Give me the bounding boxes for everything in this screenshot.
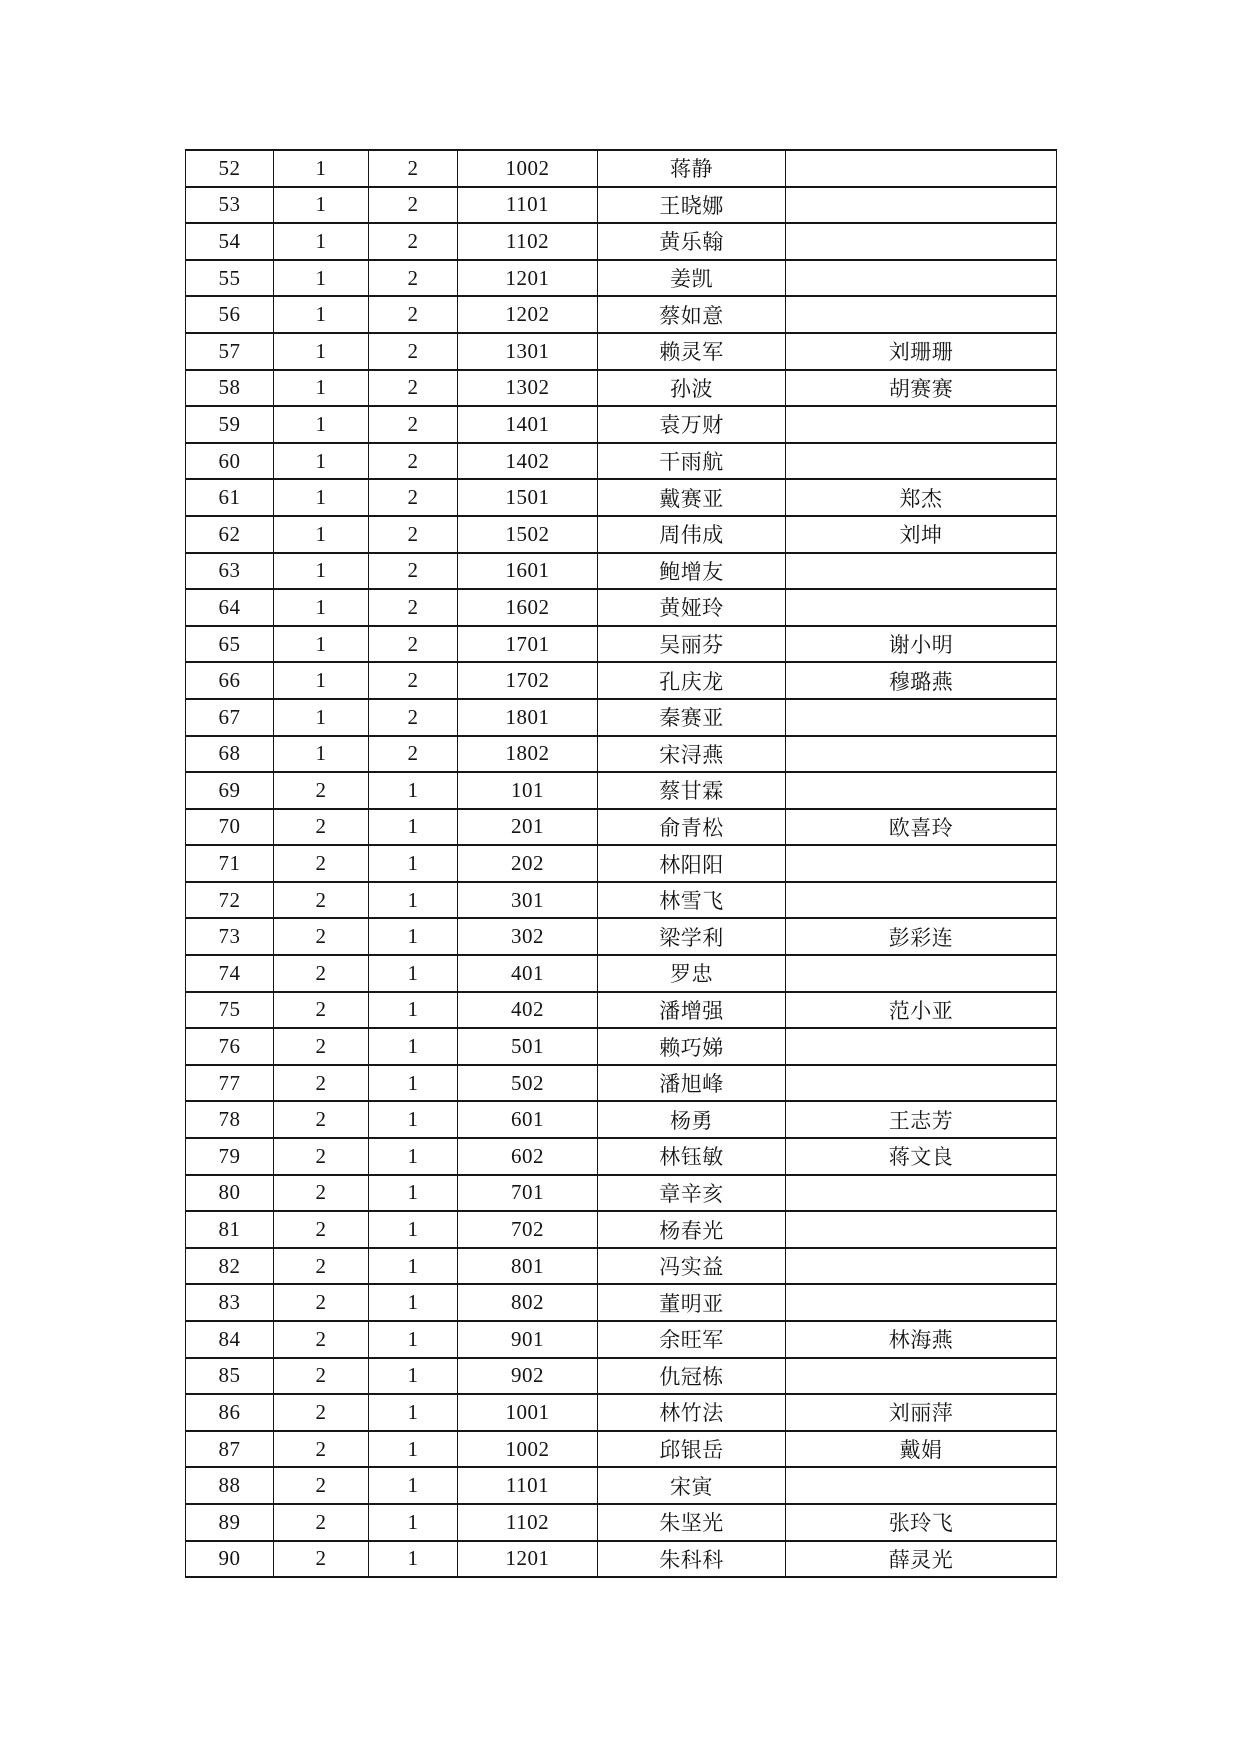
table-cell: 65	[186, 626, 274, 663]
table-cell: 2	[274, 772, 369, 809]
table-cell: 201	[458, 809, 598, 846]
table-cell: 2	[274, 809, 369, 846]
table-cell: 1602	[458, 589, 598, 626]
table-cell: 2	[274, 1541, 369, 1578]
table-row	[186, 1101, 1057, 1138]
table-cell: 林雪飞	[598, 882, 786, 919]
table-cell: 林竹法	[598, 1394, 786, 1431]
table-cell: 68	[186, 736, 274, 773]
table-cell: 戴赛亚	[598, 479, 786, 516]
table-cell: 孔庆龙	[598, 662, 786, 699]
table-cell: 1	[274, 333, 369, 370]
table-cell: 1	[369, 1394, 458, 1431]
table-cell: 1002	[458, 1431, 598, 1468]
table-cell: 2	[274, 1394, 369, 1431]
table-row	[186, 516, 1057, 553]
table-cell: 2	[369, 626, 458, 663]
table-cell: 2	[369, 553, 458, 590]
table-cell: 1	[274, 406, 369, 443]
table-cell: 2	[274, 1321, 369, 1358]
table-cell: 朱科科	[598, 1541, 786, 1578]
table-cell	[786, 296, 1057, 333]
table-cell: 干雨航	[598, 443, 786, 480]
table-cell: 2	[274, 1211, 369, 1248]
table-cell: 1	[274, 662, 369, 699]
table-cell: 53	[186, 187, 274, 224]
table-cell: 蒋静	[598, 150, 786, 187]
table-cell: 1	[274, 589, 369, 626]
table-row	[186, 1028, 1057, 1065]
table-row	[186, 992, 1057, 1029]
table-cell	[786, 406, 1057, 443]
table-cell: 1	[369, 845, 458, 882]
table-cell: 902	[458, 1358, 598, 1395]
table-cell: 1	[369, 955, 458, 992]
table-cell: 赖巧娣	[598, 1028, 786, 1065]
table-cell: 林海燕	[786, 1321, 1057, 1358]
table-row	[186, 1504, 1057, 1541]
table-cell: 2	[369, 516, 458, 553]
table-row	[186, 626, 1057, 663]
table-cell: 1	[369, 809, 458, 846]
table-cell: 73	[186, 918, 274, 955]
table-cell: 1	[369, 1321, 458, 1358]
table-cell: 1	[369, 1284, 458, 1321]
table-row	[186, 589, 1057, 626]
table-cell	[786, 845, 1057, 882]
table-cell: 1202	[458, 296, 598, 333]
table-row	[186, 736, 1057, 773]
table-cell: 1601	[458, 553, 598, 590]
table-cell: 2	[369, 370, 458, 407]
table-cell: 林阳阳	[598, 845, 786, 882]
table-row	[186, 845, 1057, 882]
table-cell: 1302	[458, 370, 598, 407]
table-cell: 郑杰	[786, 479, 1057, 516]
table-row	[186, 1321, 1057, 1358]
table-cell: 仇冠栋	[598, 1358, 786, 1395]
table-cell: 鲍增友	[598, 553, 786, 590]
table-cell	[786, 443, 1057, 480]
table-cell: 2	[274, 955, 369, 992]
table-cell: 1	[369, 1541, 458, 1578]
table-cell	[786, 553, 1057, 590]
table-cell: 2	[369, 406, 458, 443]
table-cell: 801	[458, 1248, 598, 1285]
table-cell: 刘坤	[786, 516, 1057, 553]
table-row	[186, 1065, 1057, 1102]
table-cell: 2	[274, 1284, 369, 1321]
table-cell: 88	[186, 1467, 274, 1504]
table-cell: 吴丽芬	[598, 626, 786, 663]
table-cell: 1	[369, 1138, 458, 1175]
table-row	[186, 1248, 1057, 1285]
table-cell: 302	[458, 918, 598, 955]
table-cell	[786, 1358, 1057, 1395]
table-cell: 2	[274, 1028, 369, 1065]
table-cell: 1	[274, 699, 369, 736]
table-cell: 59	[186, 406, 274, 443]
table-cell: 202	[458, 845, 598, 882]
table-cell: 1	[274, 150, 369, 187]
table-cell: 冯实益	[598, 1248, 786, 1285]
table-cell: 1	[369, 772, 458, 809]
table-cell: 2	[369, 662, 458, 699]
table-cell: 宋寅	[598, 1467, 786, 1504]
table-cell: 502	[458, 1065, 598, 1102]
table-cell: 58	[186, 370, 274, 407]
table-cell	[786, 1284, 1057, 1321]
table-cell	[786, 955, 1057, 992]
table-cell: 602	[458, 1138, 598, 1175]
table-row	[186, 223, 1057, 260]
table-row	[186, 187, 1057, 224]
table-cell: 1	[369, 1358, 458, 1395]
table-row	[186, 955, 1057, 992]
table-cell: 1	[274, 296, 369, 333]
table-row	[186, 1175, 1057, 1212]
table-cell: 范小亚	[786, 992, 1057, 1029]
table-cell: 梁学利	[598, 918, 786, 955]
table-cell	[786, 187, 1057, 224]
table-cell: 1101	[458, 187, 598, 224]
table-cell: 朱坚光	[598, 1504, 786, 1541]
table-cell: 57	[186, 333, 274, 370]
table-cell: 蒋文良	[786, 1138, 1057, 1175]
table-cell: 2	[369, 736, 458, 773]
table-cell: 2	[369, 223, 458, 260]
table-cell: 彭彩连	[786, 918, 1057, 955]
table-cell: 70	[186, 809, 274, 846]
table-cell: 2	[274, 1504, 369, 1541]
table-cell: 蔡甘霖	[598, 772, 786, 809]
table-cell: 2	[274, 1248, 369, 1285]
table-cell: 袁万财	[598, 406, 786, 443]
table-cell: 周伟成	[598, 516, 786, 553]
table-cell	[786, 260, 1057, 297]
table-cell: 402	[458, 992, 598, 1029]
table-cell: 2	[274, 1358, 369, 1395]
table-cell: 罗忠	[598, 955, 786, 992]
table-cell: 1	[274, 626, 369, 663]
table-cell: 1501	[458, 479, 598, 516]
table-row	[186, 699, 1057, 736]
table-cell: 101	[458, 772, 598, 809]
table-cell: 邱银岳	[598, 1431, 786, 1468]
table-cell: 董明亚	[598, 1284, 786, 1321]
table-cell: 62	[186, 516, 274, 553]
table-cell: 1	[274, 260, 369, 297]
table-cell: 87	[186, 1431, 274, 1468]
table-cell: 601	[458, 1101, 598, 1138]
table-cell: 80	[186, 1175, 274, 1212]
table-cell	[786, 882, 1057, 919]
table-cell: 2	[274, 1138, 369, 1175]
table-cell: 1001	[458, 1394, 598, 1431]
table-cell: 1	[369, 1175, 458, 1212]
table-cell: 56	[186, 296, 274, 333]
table-cell: 2	[369, 187, 458, 224]
table-cell: 89	[186, 1504, 274, 1541]
table-cell: 姜凯	[598, 260, 786, 297]
table-row	[186, 809, 1057, 846]
table-cell: 2	[369, 479, 458, 516]
table-cell: 82	[186, 1248, 274, 1285]
table-cell: 401	[458, 955, 598, 992]
table-cell: 1	[274, 516, 369, 553]
table-row	[186, 662, 1057, 699]
table-cell: 潘旭峰	[598, 1065, 786, 1102]
table-row	[186, 918, 1057, 955]
table-row	[186, 333, 1057, 370]
table-cell	[786, 1211, 1057, 1248]
table-cell: 1	[369, 1248, 458, 1285]
table-cell: 79	[186, 1138, 274, 1175]
table-cell: 901	[458, 1321, 598, 1358]
table-row	[186, 150, 1057, 187]
table-cell: 2	[369, 333, 458, 370]
table-cell: 2	[369, 699, 458, 736]
table-cell: 2	[369, 260, 458, 297]
table-cell: 1	[274, 187, 369, 224]
table-cell: 2	[369, 443, 458, 480]
table-row	[186, 1211, 1057, 1248]
table-cell: 1101	[458, 1467, 598, 1504]
table-cell: 52	[186, 150, 274, 187]
table-cell: 1	[274, 553, 369, 590]
table-cell: 2	[274, 1431, 369, 1468]
table-cell: 2	[369, 150, 458, 187]
table-cell: 潘增强	[598, 992, 786, 1029]
table-cell: 1301	[458, 333, 598, 370]
table-cell: 俞青松	[598, 809, 786, 846]
table-cell: 72	[186, 882, 274, 919]
table-row	[186, 406, 1057, 443]
table-cell	[786, 150, 1057, 187]
table-cell: 1	[274, 443, 369, 480]
table-cell: 76	[186, 1028, 274, 1065]
table-cell	[786, 736, 1057, 773]
table-cell: 1	[369, 1028, 458, 1065]
table-cell: 余旺军	[598, 1321, 786, 1358]
table-cell: 301	[458, 882, 598, 919]
table-cell: 2	[274, 992, 369, 1029]
table-cell: 2	[274, 918, 369, 955]
table-cell: 78	[186, 1101, 274, 1138]
table-cell: 1102	[458, 1504, 598, 1541]
table-cell: 61	[186, 479, 274, 516]
table-cell: 802	[458, 1284, 598, 1321]
table-cell: 77	[186, 1065, 274, 1102]
table-row	[186, 1541, 1057, 1578]
table-cell: 1502	[458, 516, 598, 553]
table-cell	[786, 1248, 1057, 1285]
table-cell	[786, 699, 1057, 736]
table-cell: 86	[186, 1394, 274, 1431]
table-row	[186, 882, 1057, 919]
table-cell: 2	[274, 1175, 369, 1212]
table-cell: 69	[186, 772, 274, 809]
table-cell: 60	[186, 443, 274, 480]
table-cell: 71	[186, 845, 274, 882]
roster-table-body	[186, 150, 1057, 1577]
table-cell: 胡赛赛	[786, 370, 1057, 407]
table-row	[186, 1358, 1057, 1395]
table-cell: 蔡如意	[598, 296, 786, 333]
table-cell: 1	[274, 479, 369, 516]
table-cell: 1	[369, 1431, 458, 1468]
table-row	[186, 1394, 1057, 1431]
roster-table	[185, 149, 1057, 1578]
table-cell	[786, 223, 1057, 260]
table-row	[186, 260, 1057, 297]
table-row	[186, 1431, 1057, 1468]
table-row	[186, 296, 1057, 333]
table-cell: 1	[369, 1211, 458, 1248]
table-cell: 1402	[458, 443, 598, 480]
table-cell: 1401	[458, 406, 598, 443]
table-row	[186, 1138, 1057, 1175]
table-cell	[786, 1467, 1057, 1504]
table-cell: 67	[186, 699, 274, 736]
table-cell: 1201	[458, 260, 598, 297]
table-cell: 81	[186, 1211, 274, 1248]
table-cell: 1	[369, 1504, 458, 1541]
table-row	[186, 553, 1057, 590]
table-cell: 54	[186, 223, 274, 260]
table-row	[186, 1467, 1057, 1504]
table-cell: 55	[186, 260, 274, 297]
table-row	[186, 1284, 1057, 1321]
table-cell: 1	[274, 736, 369, 773]
table-cell: 2	[274, 845, 369, 882]
table-cell: 74	[186, 955, 274, 992]
table-cell: 90	[186, 1541, 274, 1578]
table-cell: 黄乐翰	[598, 223, 786, 260]
table-row	[186, 772, 1057, 809]
table-cell: 1701	[458, 626, 598, 663]
table-cell: 谢小明	[786, 626, 1057, 663]
table-cell: 林钰敏	[598, 1138, 786, 1175]
table-cell: 2	[274, 882, 369, 919]
table-cell: 宋浔燕	[598, 736, 786, 773]
table-cell: 1	[274, 370, 369, 407]
table-cell: 1802	[458, 736, 598, 773]
table-cell: 63	[186, 553, 274, 590]
table-cell	[786, 1065, 1057, 1102]
table-cell: 2	[274, 1467, 369, 1504]
table-cell: 2	[274, 1101, 369, 1138]
table-cell: 欧喜玲	[786, 809, 1057, 846]
table-row	[186, 479, 1057, 516]
table-cell: 黄娅玲	[598, 589, 786, 626]
table-cell: 2	[369, 589, 458, 626]
table-cell: 1	[369, 918, 458, 955]
table-cell	[786, 1028, 1057, 1065]
table-cell: 赖灵军	[598, 333, 786, 370]
table-cell: 2	[274, 1065, 369, 1102]
table-cell: 1002	[458, 150, 598, 187]
table-cell: 66	[186, 662, 274, 699]
table-cell: 701	[458, 1175, 598, 1212]
table-row	[186, 443, 1057, 480]
table-cell: 1102	[458, 223, 598, 260]
table-cell: 1801	[458, 699, 598, 736]
table-cell: 83	[186, 1284, 274, 1321]
table-cell: 85	[186, 1358, 274, 1395]
table-cell: 1	[369, 882, 458, 919]
table-cell: 刘丽萍	[786, 1394, 1057, 1431]
table-cell: 1	[369, 992, 458, 1029]
table-cell: 王志芳	[786, 1101, 1057, 1138]
table-cell: 1702	[458, 662, 598, 699]
table-cell: 穆璐燕	[786, 662, 1057, 699]
table-cell: 1	[369, 1101, 458, 1138]
table-cell: 刘珊珊	[786, 333, 1057, 370]
table-cell	[786, 589, 1057, 626]
table-cell: 秦赛亚	[598, 699, 786, 736]
table-cell: 1	[369, 1467, 458, 1504]
table-cell: 1201	[458, 1541, 598, 1578]
table-cell: 张玲飞	[786, 1504, 1057, 1541]
table-cell: 孙波	[598, 370, 786, 407]
table-cell: 戴娟	[786, 1431, 1057, 1468]
table-cell: 薛灵光	[786, 1541, 1057, 1578]
table-cell: 杨春光	[598, 1211, 786, 1248]
table-cell: 章辛亥	[598, 1175, 786, 1212]
table-cell: 501	[458, 1028, 598, 1065]
table-cell: 702	[458, 1211, 598, 1248]
table-cell	[786, 772, 1057, 809]
table-cell: 84	[186, 1321, 274, 1358]
table-cell	[786, 1175, 1057, 1212]
table-cell: 杨勇	[598, 1101, 786, 1138]
table-cell: 1	[274, 223, 369, 260]
table-cell: 王晓娜	[598, 187, 786, 224]
table-cell: 75	[186, 992, 274, 1029]
table-cell: 2	[369, 296, 458, 333]
table-cell: 64	[186, 589, 274, 626]
table-row	[186, 370, 1057, 407]
table-cell: 1	[369, 1065, 458, 1102]
